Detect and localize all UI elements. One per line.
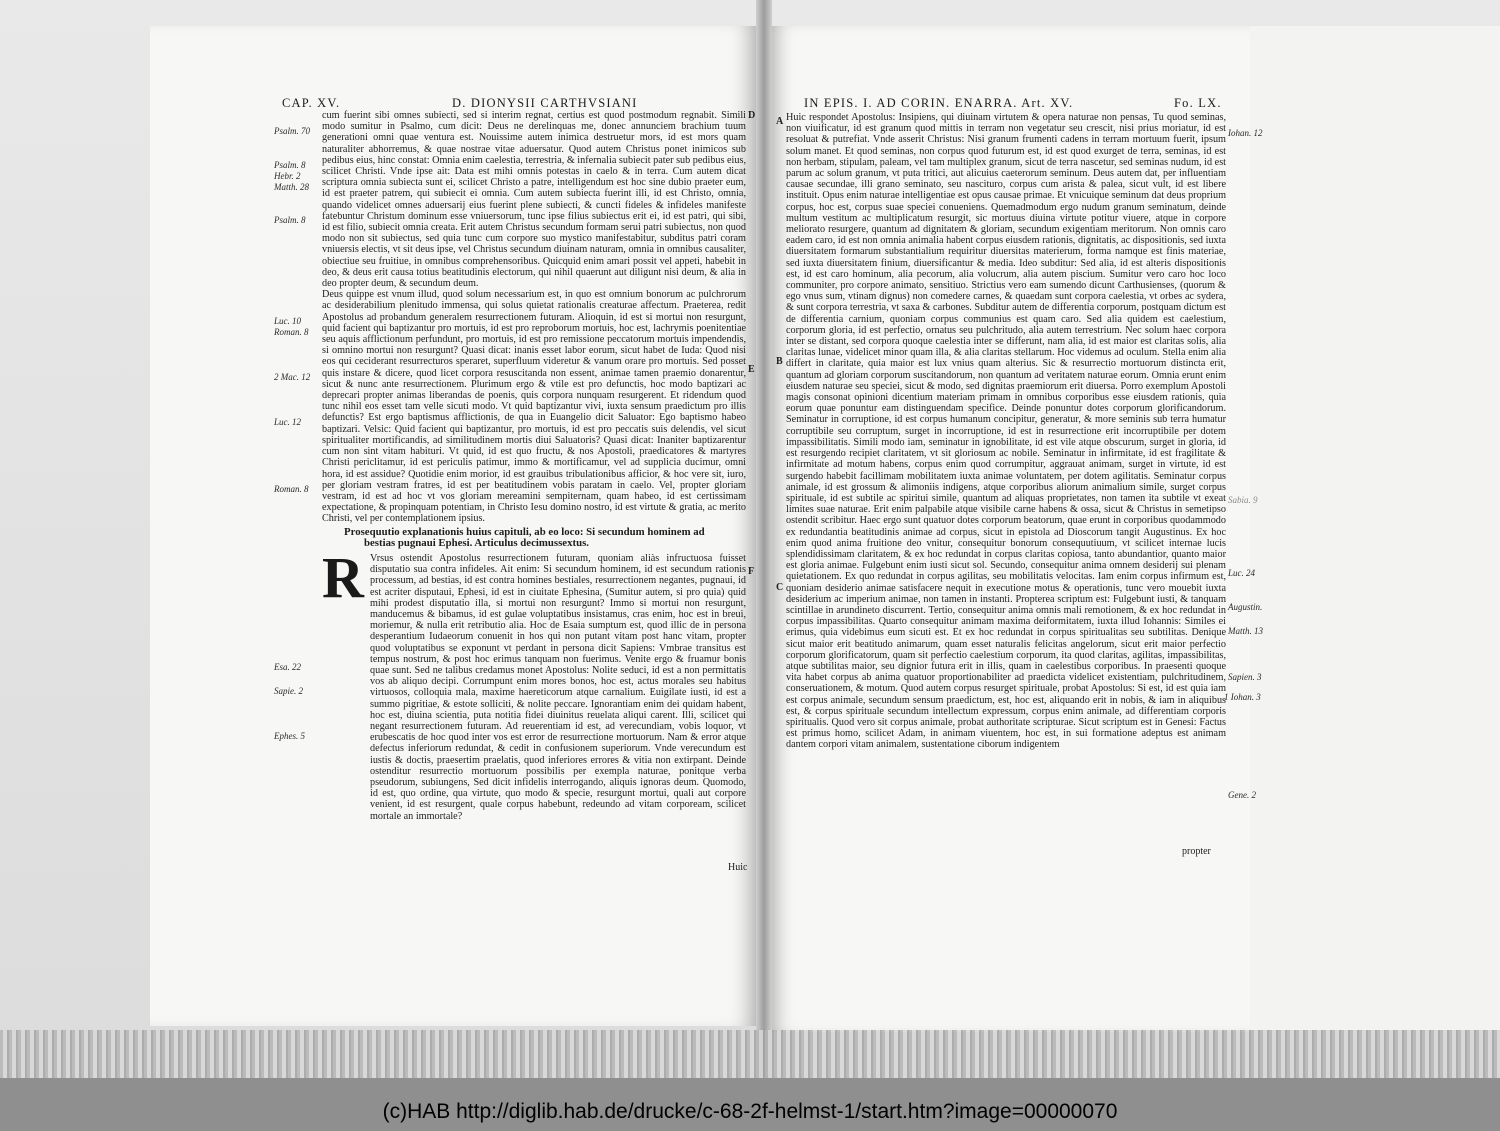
copyright-url: (c)HAB http://diglib.hab.de/drucke/c-68-2f-helmst-1/start.htm?image=00000070 bbox=[382, 1100, 1118, 1123]
right-page bbox=[772, 26, 1250, 1032]
margin-section-letter: C bbox=[776, 582, 784, 593]
margin-note: Psalm. 8 bbox=[274, 215, 306, 225]
article-number-heading: bestias pugnaui Ephesi. Articulus decimussextus. bbox=[364, 536, 589, 549]
margin-note: Sapie. 2 bbox=[274, 686, 303, 696]
right-catchword: propter bbox=[1182, 846, 1211, 857]
margin-note: Hebr. 2 bbox=[274, 171, 301, 181]
drop-cap-initial: R bbox=[322, 544, 364, 610]
margin-note: Psalm. 70 bbox=[274, 126, 310, 136]
article-section-text: Vrsus ostendit Apostolus resurrectionem futuram, quoniam aliàs infructuosa fuisset disputatio sua contra infideles. Ait enim: Si secundum hominem, id est secundum rationis processum, ad bestias, id est contra homines bestiales, resurrectionem negantes, pugnaui, id est acriter disputaui, Ephesi, id est in ciuitate Ephesina, (Sumitur autem, si pro quia) quid mihi prodest disputatio illa, si mortui non resurgunt? Immo si mortui non resurgunt, manducemus & bibamus, id est gulae voluptatibus insistamus, cras enim, hoc est in breui, moriemur, & nulla erit retributio alia. Hoc de Esaia sumptum est, quod illic de in persona desperantium Iudaeorum conuenit in hos qui non putant vitam post hanc vitam, propter quod voluptatibus se exponunt vt perdant in persona dicit Sapiens: Vmbrae transitus est tempus nostrum, & post hoc erimus tanquam non fuerimus. Venite ergo & fruamur bonis quae sunt. Sed ne talibus credamus monet Apostolus: Nolite seduci, id est a non permittatis vos ab aliquo decipi. Corrumpunt enim mores bonos, hoc est, actus morales seu habitus virtuosos, colloquia mala, maxime haereticorum atque carnalium. Euigilate iusti, id est a summo pigritiae, & estote solliciti, & nolite peccare. Ignorantiam enim dei quidam habent, hoc est, diuina scientia, puta notitia fidei diuinitus reuelata aliqui carent. Illi, scilicet qui negant resurrectionem futuram. Ad reuerentiam id est, ad verecundiam, vobis loquor, vt erubescatis de hoc quod inter vos est error de resurrectione mortuorum. Nam & error atque defectus inferiorum redundat, & cedit in confusionem superiorum. Vnde verecundum est iustis & doctis, praesertim praelatis, quod inferiores errores & vitia non extirpant. Deinde ostenditur resurrectio mortuorum possibilis per exempla naturae, ponitque verba pseudorum, subiungens, Sed dicit infidelis interrogando, aliquis ignoras deum. Quomodo, id est, quo ordine, qua virtute, quo modo & specie, resurgunt mortui, quali aut corpore venient, id est resurgent, quale corpus habebunt, redeundo ad vitam corpoream, scilicet mortale an immortale? bbox=[370, 552, 746, 822]
margin-note: Roman. 8 bbox=[274, 327, 309, 337]
margin-note: Gene. 2 bbox=[1228, 790, 1256, 800]
margin-note: Psalm. 8 bbox=[274, 160, 306, 170]
margin-note: Matth. 28 bbox=[274, 182, 309, 192]
margin-section-letter: B bbox=[776, 356, 783, 367]
right-page-body bbox=[786, 112, 1226, 751]
margin-note: 2 Mac. 12 bbox=[274, 372, 311, 382]
right-page-outer-margin bbox=[1250, 26, 1500, 1030]
margin-section-letter: F bbox=[748, 566, 755, 577]
margin-note: Roman. 8 bbox=[274, 484, 309, 494]
left-page bbox=[150, 26, 756, 1026]
book-gutter bbox=[756, 0, 772, 1078]
left-catchword: Huic bbox=[728, 862, 748, 873]
margin-note: Esa. 22 bbox=[274, 662, 301, 672]
margin-note: Iohan. 12 bbox=[1228, 128, 1263, 138]
author-running-title: D. DIONYSII CARTHVSIANI bbox=[452, 96, 638, 110]
right-page-header bbox=[804, 96, 1249, 112]
margin-note: Sabia. 9 bbox=[1228, 495, 1258, 505]
commentary-running-title: IN EPIS. I. AD CORIN. ENARRA. Art. XV. bbox=[804, 96, 1074, 110]
chapter-label: CAP. XV. bbox=[282, 96, 341, 110]
right-paragraph-1: Huic respondet Apostolus: Insipiens, qui diuinam virtutem & opera naturae non pensas, Tu quod seminas, non viuificatur, id est granum quod mittis in terram non vegetatur seu crescit, nisi prius moriatur, id est resoluat & putrefiat. Vnde asserit Christus: Nisi granum frumenti cadens in terram mortuum fuerit, ipsum solum manet. Et quod seminas, non corpus quod futurum est, id est quod exurget de terra, seminas, id est non herbam, stipulam, paleam, vel tam multiplex granum, sicut de terra nascetur, sed seminas nudum, id est parum ac solum granum, vt puta tritici, aut alicuius caeterorum seminum. Deus autem dat, per influentiam causae secundae, illi grano seminato, seu nascituro, corpus cum arista & palea, sicut vult, id est libere instituit. Opus enim naturae intelligentiae est opus causae primae. Et vnicuique seminum dat deus proprium corpus, hoc est, corpus suae speciei conueniens. Quemadmodum ergo nudum granum seminatum, deinde multum vestitum ac multiplicatum resurgit, sic mortuus diuina virtute potitur viuere, atque in corpore meliorato resurgere, quantum ad dignitatem & gloriam, secundum exigentiam meritorum. Non omnis caro eadem caro, id est non omnia animalia habent corpus eiusdem rationis, dignitatis, ac dispositionis, sed iuxta diuersitatem formarum substantialium requiritur diuersitas materierum, forma namque est finis materiae, sed iuxta diuersitatem finium, diuersificantur & media. Ideo subditur: Sed alia, id est alteris dispositionis est, id est caro hominum, alia pecorum, alia volucrum, alia autem piscium. Sumitur vero caro hoc loco communiter, pro corpore animato, sensitiuo. Strictius vero eam sumendo dicunt Carthusienses, (quorum & ego vnus sum, vtinam dignus) non comedere carnes, & quaedam sunt corpora caelestia, vt orbes ac sydera, & sunt corpora terrestria, vt saxa & carbones. Subditur autem de differentia corporum, postquam dictum est de differentia carnium, quoniam corpus communius est quam caro. Sed alia quidem est caelestium, corporum gloria, id est perfectio, ornatus seu pulchritudo, alia autem terrestrium. Nec solum haec corpora inter se distant, sed corpora quoque caelestia inter se differunt, nam alia, id est maior est claritas solis, alia claritas lunae, videlicet minor quam illa, & alia claritas stellarum. Hoc videmus ad oculum. Stella enim alia differt in claritate, quia maior est lux vnius quam alterius. Sic & resurrectio mortuorum distincta erit, quantum ad gloriam corporum suscitandorum, non quantum ad veritatem naturae eorum. Omnia erunt enim eiusdem naturae seu speciei, sicut & modo, sed dignitas praemiorum erit diuersa. Porro exemplum Apostoli magis consonat opinioni dicentium materiam primam in omnibus corporibus esse eiusdem rationis, quia eorum quae ponuntur eam distinguendam specifice. Deinde ponuntur dotes corporum glorificandorum. Seminatur in corruptione, id est corpus humanum concipitur, generatur, & more seminis sub terra humatur corruptibile seu corruptum, surget in incorruptione, id est in resurrectione erit incorruptibile per dotem impassibilitatis. Simili modo iam, seminatur in ignobilitate, id est vile atque obscurum, surget in gloria, id est resurgendo recipiet claritatem, vt sit gloriosum ac nobile. Seminatur in infirmitate, id est fragilitate & infirmitate ad motum habens, corpus enim quod corrumpitur, aggrauat animam, surget in virtute, id est surgendo habebit facillimam mobilitatem iuxta animae voluntatem, per dotem agilitatis. Seminatur corpus animale, id est grossum & alimoniis indigens, atque corporibus aliorum animalium simile, surget corpus spirituale, id est subtile ac spiritui simile, quantum ad aliquas proprietates, non tamen ita subtile vt exeat limites suae naturae. Erit enim palpabile atque visibile carne habens & ossa, sicut & Christus in semetipso ostendit scribitur. Haec ergo sunt quatuor dotes corporum beatorum, quae erunt in corporibus quodammodo ex redundantia beatitudinis animae ad corpus, sicut in epistola ad Dioscorum tangit Augustinus. Ex hoc enim quod anima fruitione deo vnitur, consequitur bonorum consequutiuum, vt scilicet internae lucis splendidissimam claritatem, & ex hoc redundat in corpus claritas copiosa, tanto abundantior, quanto maior est gloria animae. Fulgebunt enim iusti sicut sol. Secundo, consequitur anima omnem desiderij sui plenam quietationem. Ex quo redundat in corpus agilitas, seu mobilitatis velocitas. Iam enim corpus infirmum est, quoniam desiderio animae satisfacere nequit in executione motus & operationis, tunc vero mouebit iuxta desiderium ac imperium animae, non tamen in instanti. Propterea scriptum est: Fulgebunt iusti, & tanquam scintillae in arundineto discurrent. Tertio, consequitur anima omnis mali remotionem, & ex hoc redundat in corpus impassibilitas. Quarto consequitur animam maxima deiformitatem, iuxta illud Iohannis: Similes ei erimus, quia videbimus eum sicuti est. Et ex hoc redundat in corpus spiritualitas seu subtilitas. Denique sicut maior erit beatitudo animarum, quam esset naturalis felicitas angelorum, sicut erit maior perfectio corporum glorificatorum, quam sit perfectio caelestium corporum, ita quod claritas, agilitas, impassibilitas, atque subtilitas maior, seu dignior futura erit in illis, quam in caelestibus corporibus. In praesenti quoque vita habet corpus ab anima quatuor proportionabiliter ad praedicta videlicet existentiam, pulchritudinem, conseruationem, & motum. Quod autem corpus resurget spirituale, probat Apostolus: Si est, id est quia iam est corpus animale, secundum sensum praedictum, est, hoc est, aliquando erit in nobis, & iam in aliquibus est, & corpus spirituale secundum intellectum expressum, corpus enim animale, ad differentiam corporis spiritualis. Quod vero sit corpus animale, probat authoritate scripturae. Sicut scriptum est in Genesi: Factus est primus homo, scilicet Adam, in animam viuentem, hoc est, in sui formatione adeptus est animam dantem corpori vitam animalem, sustentatione ciborum indigentem bbox=[786, 112, 1226, 751]
left-paragraph-1: cum fuerint sibi omnes subiecti, sed si interim regnat, certius est quod postmodum regnabit. Simili modo sumitur in Psalmo, cum dicit: Deus ne derelinquas me, donec annunciem brachium tuum generationi omni quae ventura est. Nouissime autem inimica destruetur mors, id est mors quam naturaliter abhorremus, & quae nostrae vitae aduersatur. Quod autem Christus ponet inimicos sub pedibus eius, hinc constat: Omnia enim caelestia, terrestria, & infernalia subiecit pater sub pedibus eius, scilicet Christi. Vnde ipse ait: Data est mihi omnis potestas in caelo & in terra. Cum autem dicat scriptura omnia subiecta sunt ei, scilicet Christo a patre, intelligendum est hoc sine dubio praeter eum, id est praeter patrem, qui subiecit ei omnia. Cum autem subiecta fuerint illi, id est Christo, omnia, quando videlicet omnes aduersarij eius fuerint plene subiecti, & cuncti fideles & infideles manifeste fatebuntur Christum dominum esse vniuersorum, tunc ipse filius subiectus erit ei, id est patri, qui sibi, id est filio, subiecit omnia creata. Erit autem Christus secundum formam serui patri subiectus, non quod modo non sit subiectus, sed quia tunc cum corpore suo mystico manifestabitur, subditus patri coram vniuersis electis, vt sit deus ipse, vel Christus secundum diuinam naturam, omnia in omnibus causaliter, obiectiue seu fruitiue, in omnibus comprehensoribus. Quicquid enim amari possit vel appeti, habebit in deo, & deus erit causa totius beatitudinis electorum, qui nihil quaerunt aut diligunt nisi deum, & alia in deo propter deum, & secundum deum. bbox=[322, 110, 746, 290]
margin-note: Ephes. 5 bbox=[274, 731, 305, 741]
article-section bbox=[322, 544, 746, 822]
folio-number: Fo. LX. bbox=[1174, 96, 1222, 110]
scan-bottom-edge bbox=[0, 1030, 1500, 1078]
margin-note: Augustin. bbox=[1228, 602, 1263, 612]
margin-section-letter: D bbox=[748, 110, 756, 121]
margin-note: 1 Iohan. 3 bbox=[1224, 692, 1261, 702]
margin-section-letter: A bbox=[776, 116, 784, 127]
left-paragraph-2: Deus quippe est vnum illud, quod solum necessarium est, in quo est omnium bonorum ac pulchrorum ac desiderabilium plenitudo immensa, qui solus quietat rationalis creaturae affectum. Praeterea, redit Apostolus ad probandum generalem resurrectionem futuram. Alioquin, id est si mortui non resurgunt, quid facient qui baptizantur pro mortuis, id est pro reproborum mortuis, hoc est, lachrymis poenitentiae seu aquis afflictionum perfundunt, pro mortuis, id est pro remissione peccatorum mortuis impendendis, si omnino mortui non resurgunt? Quasi dicat: inanis esset labor eorum, sicut habet de Iuda: Quod nisi eos qui ceciderant resurrecturos speraret, superfluum videretur & vanum orare pro mortuis. Sed posset quis instare & dicere, quod licet corpora resuscitanda non essent, animae tamen praemio donarentur, sicut & nunc ante resurrectionem. Plurimum ergo & vtile est pro defunctis, hoc modo baptizari ac deprecari propter animas liberandas de poenis, quis corpora nunquam resurgerent. Et ridendum quod tunc nihil eos esset tam velle sicuti modo. Vt quid baptizantur vivi, iuxta sensum praedictum pro illis defunctis? Est ergo baptismus afflictionis, de qua in Euangelio dicit Saluator: Ego baptismo habeo baptizari. Velsic: Quid facient qui baptizantur, pro mortuis, id est pro peccatis suis delendis, vel sicut spiritualiter mortificandis, ad similitudinem mortis diui Saluatoris? Quasi dicat: Inaniter baptizarentur cum non sint vitam habituri. Vt quid, id est quo fructu, & nos Apostoli, praedicatores & martyres Christi periclitamur, id est periculis patimur, immo & mortificamur, vel ad supplicia ducimur, omni hora, id est assidue? Quotidie enim morior, id est grauibus tribulationibus afficior, & hoc vere sit, iuro, per gloriam vestram fratres, id est per beatitudinem vobis paratam in caelo. Vel, propter gloriam vestram, id est ad hoc vt vos gloriam mereamini sempiternam, quam habeo, id est certissimam expectatione, & propinquam potentiam, in Christo Iesu domino nostro, id est virtute & gratia, ac merito Christi, vel per contemplationem ipsius. bbox=[322, 289, 746, 525]
margin-note: Luc. 12 bbox=[274, 417, 301, 427]
left-page-body bbox=[322, 110, 746, 822]
margin-note: Luc. 24 bbox=[1228, 568, 1255, 578]
article-subheading: Prosequutio explanationis huius capituli, ab eo loco: Si secundum hominem ad bbox=[344, 525, 705, 538]
margin-note: Luc. 10 bbox=[274, 316, 301, 326]
margin-section-letter: E bbox=[748, 364, 755, 375]
margin-note: Matth. 13 bbox=[1228, 626, 1263, 636]
margin-note: Sapien. 3 bbox=[1228, 672, 1262, 682]
